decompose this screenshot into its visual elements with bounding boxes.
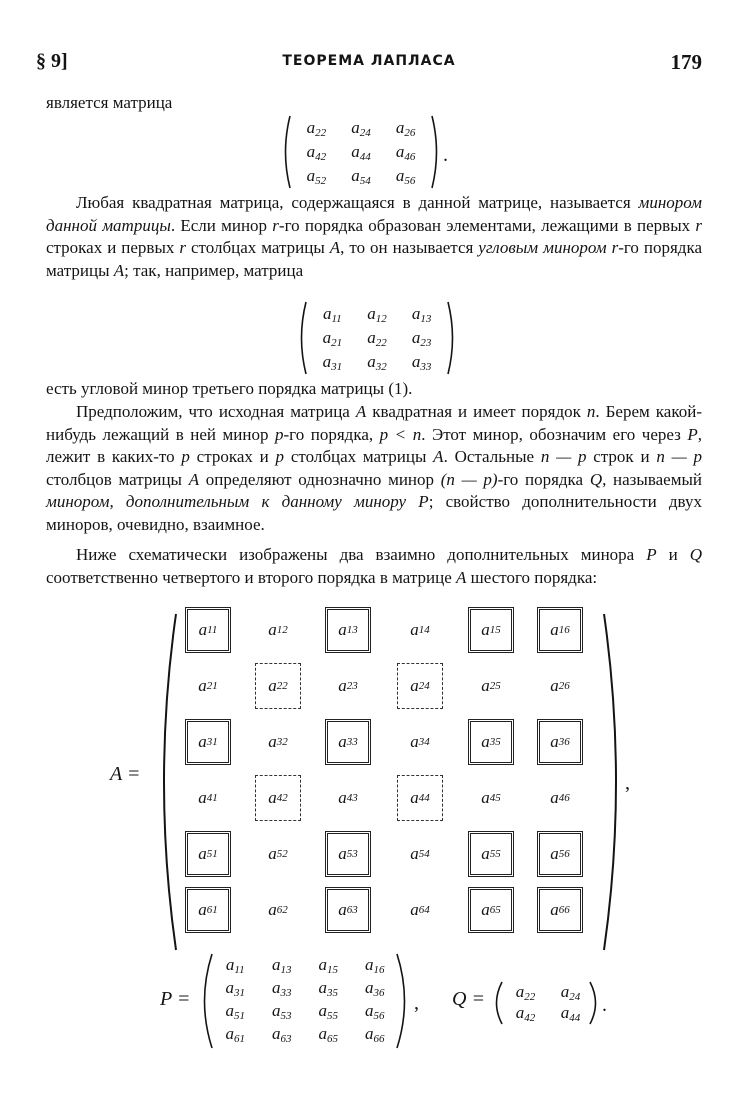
matrix-element: a 12 (268, 620, 288, 639)
matrix-element: a 55 (468, 831, 514, 877)
matrix-element: a 15 (468, 607, 514, 653)
page-header (36, 50, 702, 80)
matrix-element: $a_{65}$ (318, 1024, 338, 1045)
matrix-element: a 24 (397, 663, 443, 709)
matrix-q-body (503, 982, 593, 1024)
matrix-a-left-paren (150, 612, 180, 952)
matrix-element: a 64 (410, 900, 430, 919)
page-number: 179 (670, 50, 702, 74)
matrix-element: a 51 (185, 831, 231, 877)
matrix-element: a 36 (537, 719, 583, 765)
matrix-element: $a_{24}$ (560, 982, 581, 1003)
matrix-element: a 61 (185, 887, 231, 933)
running-title: ТЕОРЕМА ЛАПЛАСА (282, 53, 456, 69)
matrix-element: a 63 (325, 887, 371, 933)
matrix-element: $a_{15}$ (318, 955, 338, 976)
matrix-element: a 44 (397, 775, 443, 821)
matrix-p-right-paren (395, 952, 413, 1050)
matrix-element: $a_{16}$ (365, 955, 385, 976)
left-paren (280, 114, 292, 190)
matrix-element: $a_{35}$ (318, 978, 338, 999)
matrix-a-label: A = (110, 763, 141, 785)
right-paren (430, 114, 442, 190)
matrix-body: $a_{11}$ $a_{12}$ $a_{13}$ $a_{21}$ $a_{22}$ $a_{23}$ $a_{31}$ $a_{32}$ $a_{33}$ (322, 303, 432, 373)
matrix-element: a 16 (537, 607, 583, 653)
matrix-element: a 26 (550, 676, 570, 695)
matrix-element: a 56 (537, 831, 583, 877)
matrix-p-label: P = (160, 988, 191, 1010)
matrix-element: a 13 (325, 607, 371, 653)
paragraph-corner-minor-note: есть угловой минор третьего порядка матрицы (1). (46, 379, 413, 398)
matrix-element: $a_{63}$ (272, 1024, 292, 1045)
matrix-body: $a_{22}$ $a_{24}$ $a_{26}$ $a_{42}$ $a_{44}$ $a_{46}$ $a_{52}$ $a_{54}$ $a_{56}$ (306, 117, 416, 187)
left-paren (296, 300, 308, 376)
matrix-element: $a_{11}$ (225, 955, 245, 976)
matrix-element: $a_{22}$ (515, 982, 536, 1003)
matrix-element: $a_{61}$ (225, 1024, 245, 1045)
matrix-q-label: Q = (452, 988, 485, 1010)
matrix-element: a 21 (198, 676, 218, 695)
matrix-q-left-paren (490, 980, 504, 1026)
matrix-element: $a_{31}$ (225, 978, 245, 999)
matrix-element: a 62 (268, 900, 288, 919)
matrix-element: $a_{56}$ (365, 1001, 385, 1022)
matrix-element: a 52 (268, 844, 288, 863)
paragraph-intro: является матрица (46, 93, 173, 112)
matrix-element: a 11 (185, 607, 231, 653)
matrix-element: a 43 (338, 788, 358, 807)
matrix-element: a 34 (410, 732, 430, 751)
matrix-element: a 14 (410, 620, 430, 639)
section-number: § 9] (36, 50, 68, 72)
matrix-element: a 35 (468, 719, 514, 765)
matrix-element: $a_{51}$ (225, 1001, 245, 1022)
matrix-a-grid (185, 607, 605, 947)
matrix-element: a 46 (550, 788, 570, 807)
matrix-element: a 25 (481, 676, 501, 695)
matrix-element: a 41 (198, 788, 218, 807)
matrix-element: $a_{66}$ (365, 1024, 385, 1045)
matrix-element: a 45 (481, 788, 501, 807)
matrix-element: a 42 (255, 775, 301, 821)
paragraph-complementary-minor: Предположим, что исходная матрица A квадратная и имеет порядок n. Берем какой-нибудь лежащий в ней минор p-го порядка, p < n. Этот минор, обозначим его через P, лежит в каких-то p строках и p столбцах матрицы A. Остальные n — p строк и n — p столбцов матрицы A определяют однозначно минор (n — p)-го порядка Q, называемый минором, дополнительным к данному минору P; свойство дополнительности двух миноров, очевидно, взаимное. (46, 402, 703, 534)
matrix-element: a 66 (537, 887, 583, 933)
matrix-p-body (212, 954, 398, 1046)
matrix-element: $a_{33}$ (272, 978, 292, 999)
matrix-element: a 54 (410, 844, 430, 863)
matrix-element: a 53 (325, 831, 371, 877)
matrix-corner-minor (296, 300, 461, 376)
matrix-element: $a_{53}$ (272, 1001, 292, 1022)
matrix-element: $a_{13}$ (272, 955, 292, 976)
matrix-element: a 31 (185, 719, 231, 765)
paragraph-schematic-intro: Ниже схематически изображены два взаимно дополнительных минора P и Q соответственно четвертого и второго порядка в матрице A шестого порядка: (46, 545, 702, 587)
matrix-element: $a_{36}$ (365, 978, 385, 999)
matrix-element: a 32 (268, 732, 288, 751)
matrix-q-right-paren (588, 980, 602, 1026)
matrix-minor-example: $a_{22}$ $a_{24}$ $a_{26}$ $a_{42}$ $a_{44}$ $a_{46}$ $a_{52}$ $a_{54}$ $a_{56}$ . (280, 114, 455, 190)
matrix-element: $a_{42}$ (515, 1003, 536, 1024)
matrix-element: a 65 (468, 887, 514, 933)
matrix-element: a 33 (325, 719, 371, 765)
matrix-element: $a_{44}$ (560, 1003, 581, 1024)
matrix-element: a 22 (255, 663, 301, 709)
right-paren (446, 300, 458, 376)
matrix-element: $a_{55}$ (318, 1001, 338, 1022)
matrix-element: a 23 (338, 676, 358, 695)
paragraph-minor-definition: Любая квадратная матрица, содержащаяся в данной матрице, называется минором данной матрицы. Если минор r-го порядка образован элементами, лежащими в первых r строках и первых r столбцах матрицы A, то он называется угловым минором r-го порядка матрицы A; так, например, матрица (46, 193, 702, 280)
